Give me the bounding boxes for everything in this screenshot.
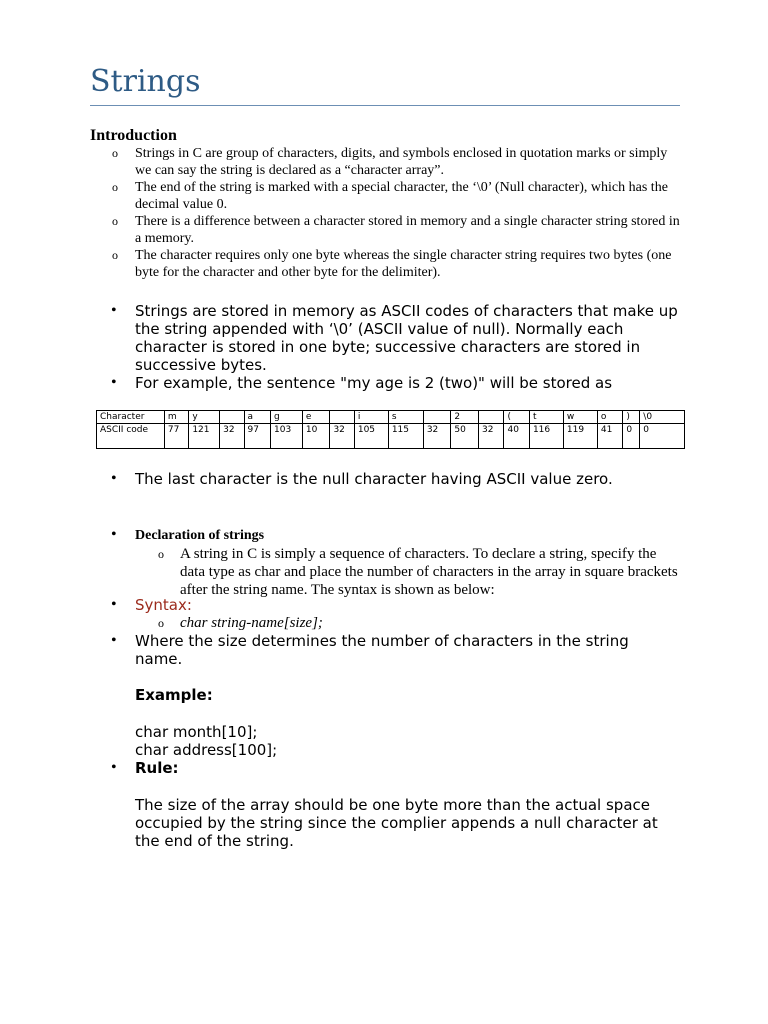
row-label: ASCII code <box>97 424 165 449</box>
table-cell: 0 <box>623 424 640 449</box>
hollow-bullet-icon: o <box>112 180 118 194</box>
rule-list <box>110 759 680 777</box>
table-cell: 119 <box>563 424 597 449</box>
intro-heading: Introduction <box>90 127 177 144</box>
list-item: o The end of the string is marked with a special character, the ‘\0’ (Null character), which has the decimal value 0. <box>112 180 668 212</box>
table-cell: o <box>597 411 622 424</box>
table-cell: t <box>529 411 563 424</box>
table-cell: 105 <box>354 424 388 449</box>
table-cell: ( <box>504 411 529 424</box>
table-cell: 116 <box>529 424 563 449</box>
bullet-icon: • <box>111 302 117 319</box>
table-cell: 0 <box>640 424 685 449</box>
ascii-table <box>96 410 685 449</box>
table-cell: 32 <box>479 424 504 449</box>
table-cell: 32 <box>423 424 451 449</box>
list-item: o The character requires only one byte whereas the single character string requires two bytes (one byte for the character and other byte for the delimiter). <box>112 248 672 280</box>
hollow-bullet-icon: o <box>112 248 118 262</box>
table-cell: 115 <box>388 424 423 449</box>
list-item: o A string in C is simply a sequence of characters. To declare a string, specify the data type as char and place the number of characters in the array in square brackets after the string name. The syntax is shown as below: <box>158 546 678 598</box>
list-item <box>110 759 680 777</box>
table-cell: 50 <box>451 424 479 449</box>
bullet-icon: • <box>111 374 117 391</box>
table-cell: y <box>189 411 220 424</box>
table-cell: 10 <box>302 424 330 449</box>
table-cell: 41 <box>597 424 622 449</box>
rule-label: Rule: <box>135 759 179 777</box>
bullet-icon: • <box>111 632 117 649</box>
table-cell: 32 <box>220 424 244 449</box>
syntax-code: char string-name[size]; <box>180 615 323 631</box>
page-title: Strings <box>90 64 201 99</box>
table-cell: 40 <box>504 424 529 449</box>
title-underline <box>90 105 680 106</box>
syntax-label: Syntax: <box>135 596 192 614</box>
table-cell: w <box>563 411 597 424</box>
example-label: Example: <box>135 686 213 704</box>
table-cell <box>330 411 354 424</box>
list-item: o There is a difference between a character stored in memory and a single character string stored in a memory. <box>112 214 680 246</box>
bullet-icon: • <box>111 596 117 613</box>
intro-list <box>110 145 680 281</box>
table-cell: m <box>164 411 188 424</box>
table-cell: e <box>302 411 330 424</box>
example-line-1: char month[10]; <box>135 723 258 741</box>
list-item <box>110 614 680 632</box>
declaration-heading: Declaration of strings <box>135 528 265 543</box>
syntax-list <box>110 596 680 614</box>
table-cell: 121 <box>189 424 220 449</box>
list-item: o Strings in C are group of characters, digits, and symbols enclosed in quotation marks or simply we can say the string is declared as a “character array”. <box>112 146 668 178</box>
table-cell <box>423 411 451 424</box>
table-cell: 77 <box>164 424 188 449</box>
hollow-bullet-icon: o <box>112 214 118 228</box>
list-item: • The last character is the null character having ASCII value zero. <box>111 470 613 488</box>
hollow-bullet-icon: o <box>158 547 164 561</box>
null-note-list <box>110 470 680 488</box>
list-item <box>110 526 680 545</box>
table-cell: g <box>271 411 303 424</box>
storage-bullets <box>110 302 680 392</box>
bullet-icon: • <box>111 526 117 543</box>
table-cell: s <box>388 411 423 424</box>
list-item: • Strings are stored in memory as ASCII codes of characters that make up the string appended with ‘\0’ (ASCII value of null). Normally each character is stored in one byte; successive characters are stored in successive bytes. <box>111 302 678 374</box>
table-cell: 32 <box>330 424 354 449</box>
table-row <box>97 411 685 424</box>
table-cell <box>220 411 244 424</box>
hollow-bullet-icon: o <box>112 146 118 160</box>
list-item <box>110 596 680 614</box>
bullet-icon: • <box>111 470 117 487</box>
list-item: • For example, the sentence "my age is 2 (two)" will be stored as <box>111 374 613 392</box>
table-cell: i <box>354 411 388 424</box>
row-label: Character <box>97 411 165 424</box>
table-cell: 103 <box>271 424 303 449</box>
table-cell: 97 <box>244 424 271 449</box>
table-cell: \0 <box>640 411 685 424</box>
table-cell: 2 <box>451 411 479 424</box>
list-item: • Where the size determines the number of characters in the string name. <box>111 632 629 668</box>
table-cell: a <box>244 411 271 424</box>
example-line-2: char address[100]; <box>135 741 278 759</box>
table-row <box>97 424 685 449</box>
declaration-list <box>110 526 680 599</box>
hollow-bullet-icon: o <box>158 616 164 630</box>
bullet-icon: • <box>111 759 117 776</box>
size-note-list <box>110 632 680 668</box>
rule-text: The size of the array should be one byte more than the actual space occupied by the string since the complier appends a null character at the end of the string. <box>135 796 658 850</box>
table-cell: ) <box>623 411 640 424</box>
table-cell <box>479 411 504 424</box>
syntax-code-list <box>110 614 680 632</box>
